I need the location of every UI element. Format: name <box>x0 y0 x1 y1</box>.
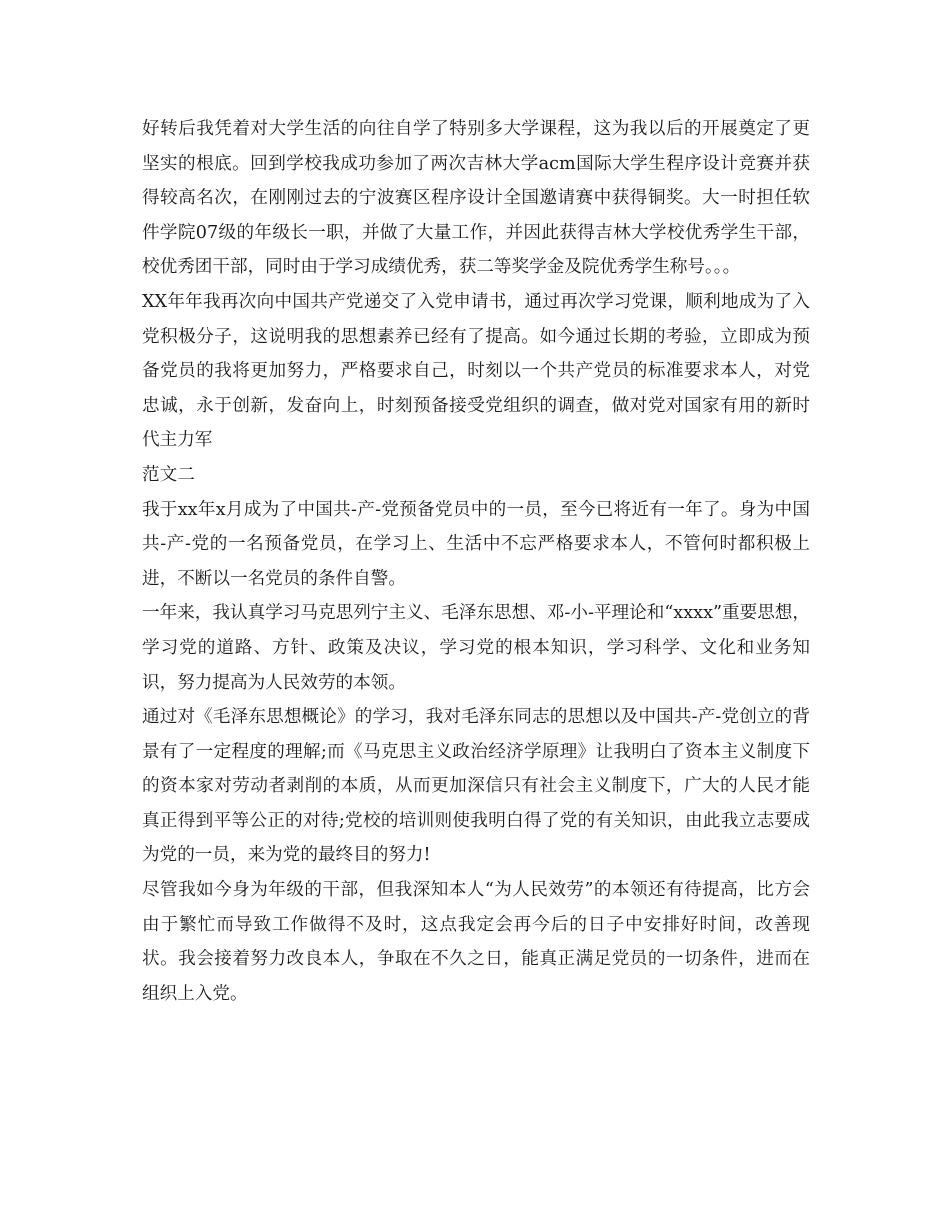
document-body <box>142 112 810 1011</box>
paragraph-2: XX年年我再次向中国共产党递交了入党申请书，通过再次学习党课，顺利地成为了入党积极分子，这说明我的思想素养已经有了提高。如今通过长期的考验，立即成为预备党员的我将更加努力，严格要求自己，时刻以一个共产党员的标准要求本人，对党忠诚，永于创新，发奋向上，时刻预备接受党组织的调查，做对党对国家有用的新时代主力军 <box>142 291 810 451</box>
paragraph-6: 尽管我如今身为年级的干部，但我深知本人“为人民效劳”的本领还有待提高，比方会由于繁忙而导致工作做得不及时，这点我定会再今后的日子中安排好时间，改善现状。我会接着努力改良本人，争取在不久之日，能真正满足党员的一切条件，进而在组织上入党。 <box>142 880 810 1004</box>
paragraph-1: 好转后我凭着对大学生活的向往自学了特别多大学课程，这为我以后的开展奠定了更坚实的根底。回到学校我成功参加了两次吉林大学acm国际大学生程序设计竞赛并获得较高名次，在刚刚过去的宁波赛区程序设计全国邀请赛中获得铜奖。大一时担任软件学院07级的年级长一职，并做了大量工作，并因此获得吉林大学校优秀学生干部，校优秀团干部，同时由于学习成绩优秀，获二等奖学金及院优秀学生称号。。。 <box>142 119 810 278</box>
section-heading: 范文二 <box>142 464 195 485</box>
paragraph-5: 通过对《毛泽东思想概论》的学习，我对毛泽东同志的思想以及中国共-产-党创立的背景有了一定程度的理解;而《马克思主义政治经济学原理》让我明白了资本主义制度下的资本家对劳动者剥削的本质，从而更加深信只有社会主义制度下，广大的人民才能真正得到平等公正的对待;党校的培训则使我明白得了党的有关知识，由此我立志要成为党的一员，来为党的最终目的努力! <box>142 707 810 866</box>
paragraph-3: 我于xx年x月成为了中国共-产-党预备党员中的一员，至今已将近有一年了。身为中国共-产-党的一名预备党员，在学习上、生活中不忘严格要求本人，不管何时都积极上进，不断以一名党员的条件自警。 <box>142 499 810 589</box>
paragraph-4: 一年来，我认真学习马克思列宁主义、毛泽东思想、邓-小-平理论和“xxxx”重要思想，学习党的道路、方针、政策及决议，学习党的根本知识，学习科学、文化和业务知识，努力提高为人民效劳的本领。 <box>142 603 810 693</box>
